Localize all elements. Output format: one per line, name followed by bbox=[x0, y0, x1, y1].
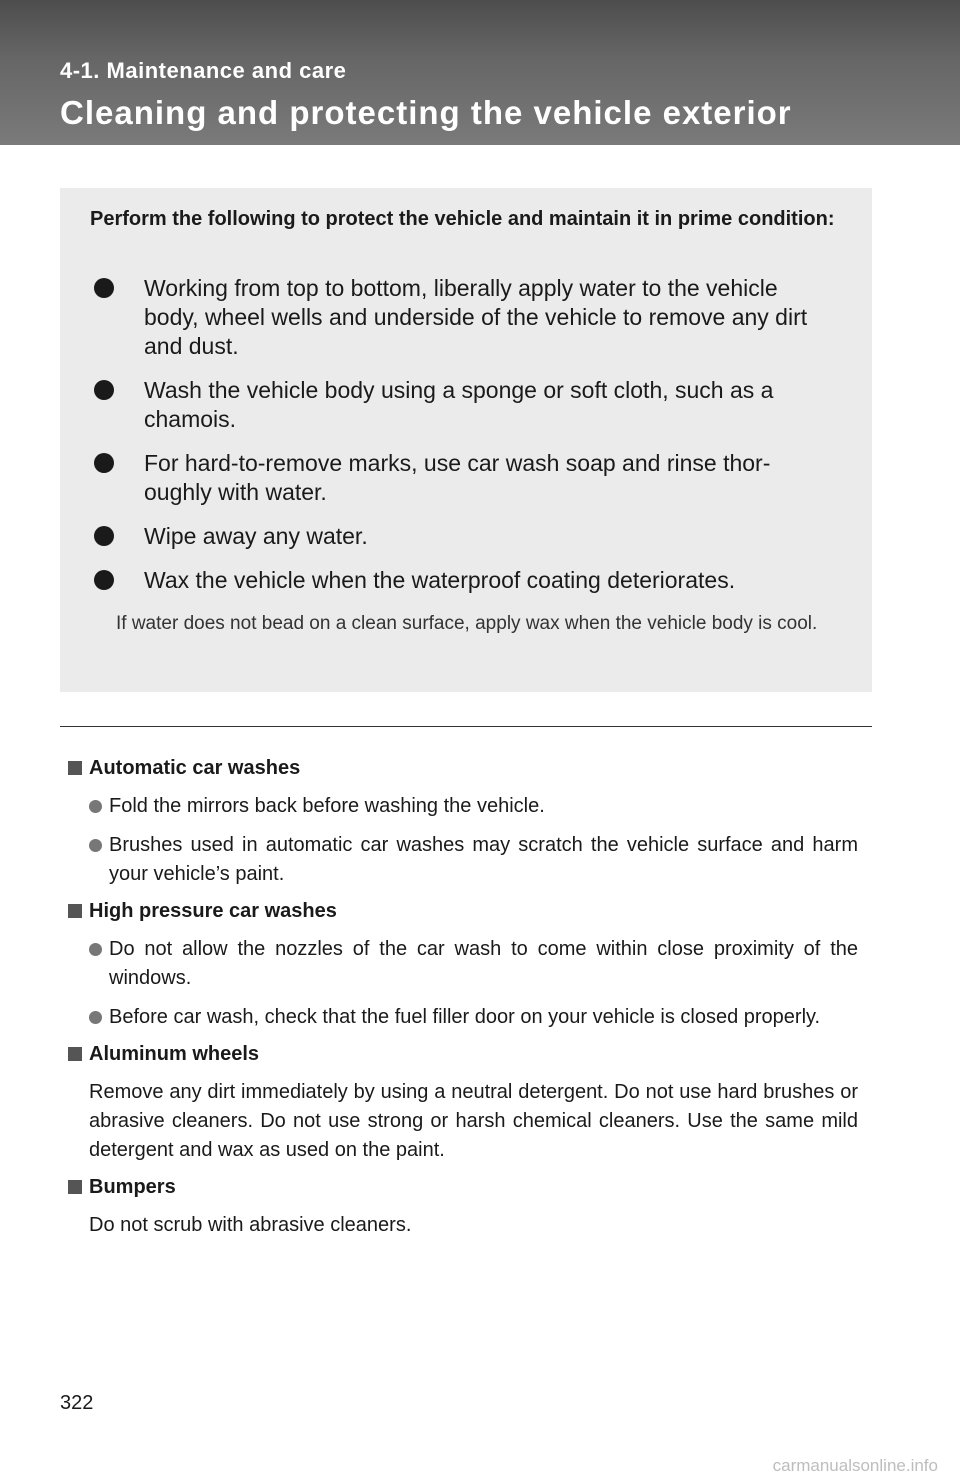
list-item-text: Brushes used in automatic car washes may scratch the vehicle surface and harm your vehicle’s paint. bbox=[109, 834, 858, 885]
info-box bbox=[60, 188, 872, 692]
list-item bbox=[94, 566, 838, 595]
note-paragraph: Do not scrub with abrasive cleaners. bbox=[89, 1214, 412, 1236]
bullet-dot-icon bbox=[89, 943, 102, 956]
page-header bbox=[0, 0, 960, 145]
list-item-text: Wash the vehicle body using a sponge or soft cloth, such as a chamois. bbox=[144, 377, 774, 432]
bullet-dot-icon bbox=[89, 839, 102, 852]
list-item bbox=[68, 792, 858, 821]
note-heading-aluminum bbox=[68, 1042, 858, 1066]
bullet-dot-icon bbox=[89, 800, 102, 813]
section-label: 4-1. Maintenance and care bbox=[60, 58, 347, 83]
box-bullet-list bbox=[94, 274, 838, 610]
list-item bbox=[94, 522, 838, 551]
note-paragraph: Remove any dirt immediately by using a neutral detergent. Do not use hard brushes or abrasive cleaners. Do not use strong or harsh chemical cleaners. Use the same mild detergent and wax as used on the paint. bbox=[89, 1081, 858, 1161]
box-note: If water does not bead on a clean surface, apply wax when the vehicle body is cool. bbox=[116, 613, 818, 634]
list-item bbox=[68, 1003, 858, 1032]
section-divider bbox=[60, 726, 872, 727]
list-item bbox=[94, 449, 838, 507]
list-item-text: For hard-to-remove marks, use car wash soap and rinse thor-oughly with water. bbox=[144, 450, 771, 505]
bullet-dot-icon bbox=[94, 380, 114, 400]
page-number: 322 bbox=[60, 1392, 94, 1414]
list-item-text: Wipe away any water. bbox=[144, 523, 368, 549]
list-item bbox=[94, 376, 838, 434]
note-heading-automatic bbox=[68, 756, 858, 780]
list-item bbox=[68, 831, 858, 889]
list-item bbox=[68, 935, 858, 993]
note-heading-text: High pressure car washes bbox=[89, 900, 337, 922]
square-bullet-icon bbox=[68, 761, 82, 775]
list-item-text: Fold the mirrors back before washing the vehicle. bbox=[109, 795, 545, 817]
list-item-text: Do not allow the nozzles of the car wash to come within close proximity of the windows. bbox=[109, 938, 858, 989]
bullet-dot-icon bbox=[94, 526, 114, 546]
page-title: Cleaning and protecting the vehicle exterior bbox=[60, 94, 792, 131]
note-heading-text: Automatic car washes bbox=[89, 757, 301, 779]
square-bullet-icon bbox=[68, 1180, 82, 1194]
note-heading-high-pressure bbox=[68, 899, 858, 923]
square-bullet-icon bbox=[68, 904, 82, 918]
note-heading-text: Bumpers bbox=[89, 1176, 176, 1198]
list-item-text: Before car wash, check that the fuel filler door on your vehicle is closed properly. bbox=[109, 1006, 821, 1028]
list-item-text: Working from top to bottom, liberally apply water to the vehicle body, wheel wells and underside of the vehicle to remove any dirt and dust. bbox=[144, 275, 808, 359]
square-bullet-icon bbox=[68, 1047, 82, 1061]
bullet-dot-icon bbox=[94, 278, 114, 298]
bullet-dot-icon bbox=[94, 570, 114, 590]
list-item bbox=[94, 274, 838, 361]
bullet-dot-icon bbox=[89, 1011, 102, 1024]
note-heading-bumpers bbox=[68, 1175, 858, 1199]
bullet-dot-icon bbox=[94, 453, 114, 473]
notes-section bbox=[68, 756, 858, 1250]
box-intro: Perform the following to protect the vehicle and maintain it in prime condition: bbox=[90, 208, 835, 230]
watermark: carmanualsonline.info bbox=[772, 1456, 938, 1475]
list-item-text: Wax the vehicle when the waterproof coating deteriorates. bbox=[144, 567, 736, 593]
note-heading-text: Aluminum wheels bbox=[89, 1043, 260, 1065]
